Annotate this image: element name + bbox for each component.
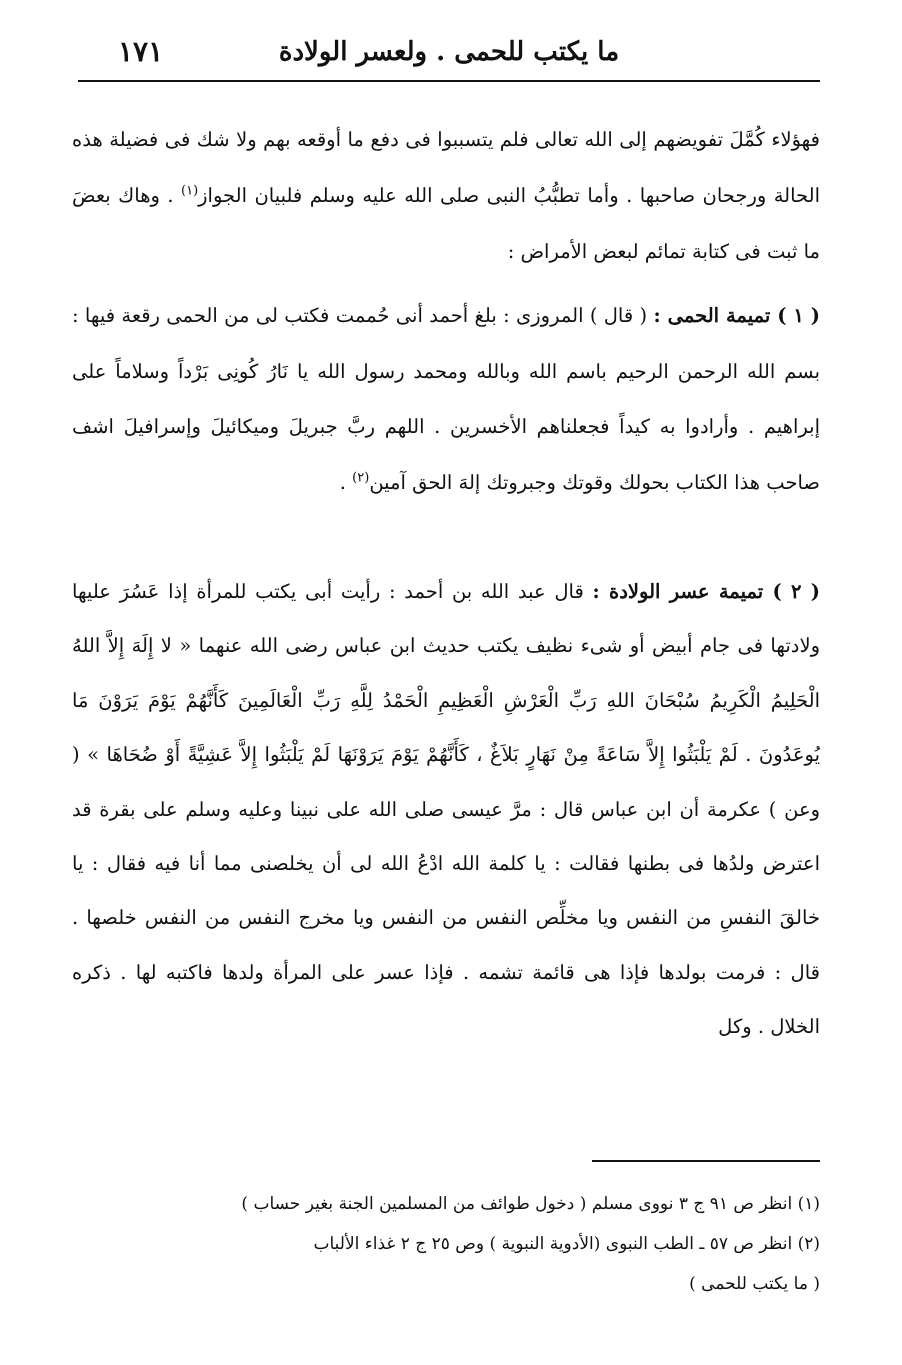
section-heading-childbirth: ( ٢ ) تميمة عسر الولادة : [592, 580, 820, 603]
footnote-1: (١) انظر ص ٩١ ج ٣ نووى مسلم ( دخول طوائف من المسلمين الجنة بغير حساب ) [241, 1194, 820, 1214]
body-text [72, 112, 820, 1055]
paragraph-tail: . [339, 470, 353, 494]
footnote-2: (٢) انظر ص ٥٧ ـ الطب النبوى (الأدوية النبوية ) وص ٢٥ ج ٢ غذاء الألباب [313, 1234, 820, 1254]
running-title: ما يكتب للحمى . ولعسر الولادة [278, 37, 620, 67]
page-number: ١٧١ [118, 35, 164, 68]
footnote-2-continuation: ( ما يكتب للحمى ) [689, 1274, 820, 1294]
running-header [78, 26, 820, 78]
paragraph-intro [72, 112, 820, 280]
footnotes [72, 1184, 820, 1304]
paragraph-tail: . وهاك بعضَ ما ثبت فى كتابة تمائم لبعض الأمراض : [72, 184, 820, 263]
paragraph-childbirth-amulet [72, 565, 820, 1055]
footnote-marker-1: (١) [181, 183, 199, 199]
header-rule [78, 80, 820, 82]
footnote-marker-2: (٢) [352, 470, 370, 485]
paragraph-text: قال عبد الله بن أحمد : رأيت أبى يكتب للمرأة إذا عَسُرَ عليها ولادتها فى جام أبيض أو شىء نظيف يكتب حديث ابن عباس رضى الله عنهما « لا إِلَهَ إِلاَّ اللهُ الْحَلِيمُ الْكَرِيمُ سُبْحَانَ اللهِ رَبِّ الْعَرْشِ الْعَظِيمِ الْحَمْدُ لِلَّهِ رَبِّ الْعَالَمِينَ كَأَنَّهُمْ يَوْمَ يَرَوْنَ مَا يُوعَدُونَ . لَمْ يَلْبَثُوا إِلاَّ سَاعَةً مِنْ نَهَارٍ بَلاَغٌ ، كَأَنَّهُمْ يَوْمَ يَرَوْنَهَا لَمْ يَلْبَثُوا إِلاَّ عَشِيَّةً أَوْ ضُحَاهَا » ( وعن ) عكرمة أن ابن عباس قال : مرَّ عيسى صلى الله على نبينا وعليه وسلم على بقرة قد اعترض ولدُها فى بطنها فقالت : يا كلمة الله ادْعُ الله لى أن يخلصنى مما أنا فيه فقال : يا خالقَ النفسِ من النفس ويا مخلِّص النفس من النفس ويا مخرج النفس من النفس خلصها . قال : فرمت بولدها فإذا هى قائمة تشمه . فإذا عسر على المرأة ولدها فاكتبه لها . ذكره الخلال . وكل [72, 580, 821, 1039]
section-heading-fever: ( ١ ) تميمة الحمى : [653, 304, 821, 327]
paragraph-fever-amulet [72, 288, 820, 510]
paragraph-text: فهؤلاء كُمَّلَ تفويضهم إلى الله تعالى فلم يتسببوا فى دفع ما أوقعه بهم ولا شك فى فضيلة هذه الحالة ورجحان صاحبها . وأما تطبُّبُ النبى صلى الله عليه وسلم فلبيان الجواز [72, 128, 821, 207]
paragraph-text: ( قال ) المروزى : بلغ أحمد أنى حُممت فكتب لى من الحمى رقعة فيها : بسم الله الرحمن الرحيم باسم الله وبالله ومحمد رسول الله يا نَارُ كُونِى بَرْداً وسلاماً على إبراهيم . وأرادوا به كيداً فجعلناهم الأخسرين . اللهم ربَّ جبريلَ وميكائيلَ وإسرافيلَ اشف صاحب هذا الكتاب بحولك وقوتك وجبروتك إلهَ الحق آمين [72, 304, 820, 494]
footnote-rule [592, 1160, 820, 1162]
